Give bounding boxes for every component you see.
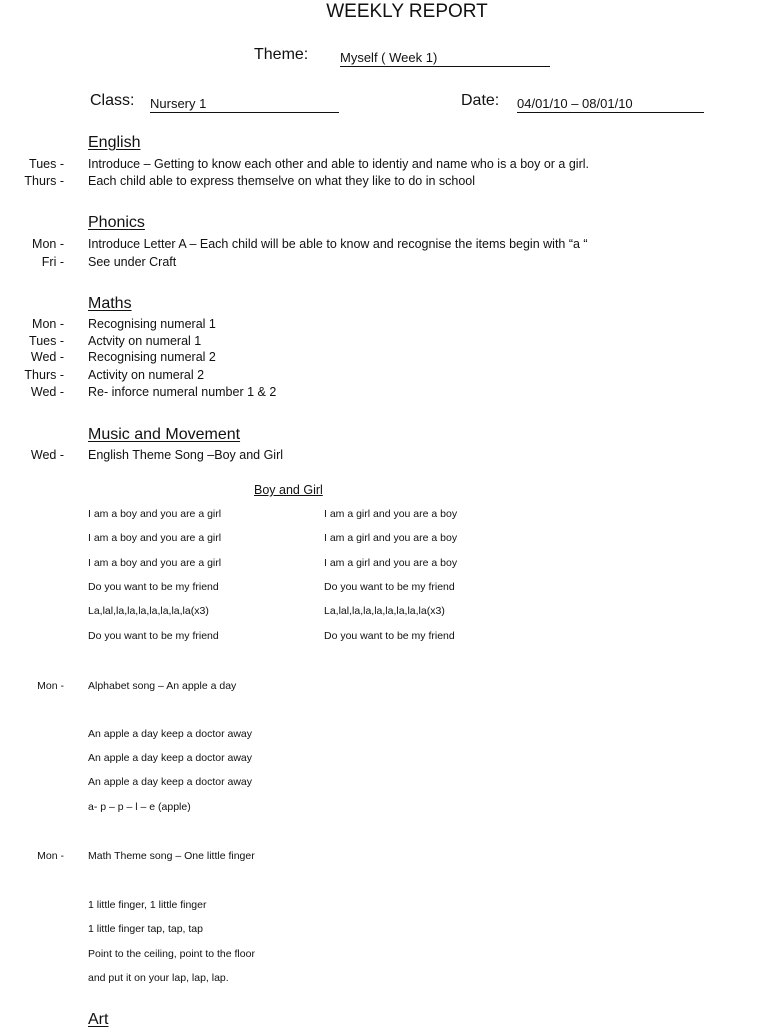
- song-line-right: I am a girl and you are a boy: [324, 508, 458, 520]
- song-title: Boy and Girl: [254, 483, 323, 497]
- maths-day: Tues -: [29, 334, 64, 348]
- theme-label: Theme:: [254, 46, 309, 63]
- alphabet-song-line: An apple a day keep a doctor away: [88, 752, 253, 764]
- date-label: Date:: [461, 92, 500, 109]
- music-entry: English Theme Song –Boy and Girl: [88, 448, 284, 462]
- section-heading-phonics: Phonics: [88, 214, 145, 231]
- song-line-left: La,lal,la,la,la,la,la,la,la(x3): [88, 605, 209, 617]
- song-line-right: I am a girl and you are a boy: [324, 532, 458, 544]
- math-song-title: Math Theme song – One little finger: [88, 850, 255, 862]
- math-song-line: and put it on your lap, lap, lap.: [88, 972, 229, 984]
- song-line-left: I am a boy and you are a girl: [88, 508, 222, 520]
- maths-entry: Recognising numeral 1: [88, 317, 216, 331]
- maths-day: Wed -: [30, 385, 64, 399]
- song-line-right: Do you want to be my friend: [324, 630, 455, 642]
- english-entry: Introduce – Getting to know each other and able to identiy and name who is a boy or a girl.: [88, 157, 590, 171]
- phonics-entry: Introduce Letter A – Each child will be able to know and recognise the items begin with “a “: [88, 237, 588, 251]
- song-line-right: La,lal,la,la,la,la,la,la,la(x3): [324, 605, 445, 617]
- maths-entry: Recognising numeral 2: [88, 350, 216, 364]
- math-song-line: 1 little finger tap, tap, tap: [88, 923, 203, 935]
- song-line-left: Do you want to be my friend: [88, 581, 219, 593]
- english-day: Tues -: [29, 157, 64, 171]
- phonics-entry: See under Craft: [88, 255, 177, 269]
- section-heading-music: Music and Movement: [88, 426, 241, 443]
- song-line-left: Do you want to be my friend: [88, 630, 219, 642]
- english-day: Thurs -: [24, 174, 64, 188]
- maths-entry: Activity on numeral 2: [88, 368, 205, 382]
- english-entry: Each child able to express themselve on what they like to do in school: [88, 174, 476, 188]
- alphabet-song-title: Alphabet song – An apple a day: [88, 680, 237, 692]
- maths-entry: Actvity on numeral 1: [88, 334, 202, 348]
- alphabet-song-line: An apple a day keep a doctor away: [88, 776, 253, 788]
- class-field: Nursery 1: [150, 96, 339, 113]
- section-heading-maths: Maths: [88, 295, 132, 312]
- maths-day: Wed -: [30, 350, 64, 364]
- music-day: Wed -: [30, 448, 64, 462]
- maths-entry: Re- inforce numeral number 1 & 2: [88, 385, 277, 399]
- phonics-day: Fri -: [41, 255, 64, 269]
- math-song-line: Point to the ceiling, point to the floor: [88, 948, 255, 960]
- song-line-right: I am a girl and you are a boy: [324, 557, 458, 569]
- phonics-day: Mon -: [32, 237, 64, 251]
- section-heading-art: Art: [88, 1011, 109, 1028]
- alphabet-song-day: Mon -: [37, 680, 64, 692]
- page-title: WEEKLY REPORT: [326, 1, 488, 22]
- math-song-day: Mon -: [37, 850, 64, 862]
- date-field: 04/01/10 – 08/01/10: [517, 96, 704, 113]
- theme-field: Myself ( Week 1): [340, 50, 550, 67]
- song-line-left: I am a boy and you are a girl: [88, 557, 222, 569]
- math-song-line: 1 little finger, 1 little finger: [88, 899, 207, 911]
- alphabet-song-line: An apple a day keep a doctor away: [88, 728, 253, 740]
- maths-day: Mon -: [32, 317, 64, 331]
- song-line-left: I am a boy and you are a girl: [88, 532, 222, 544]
- alphabet-song-line: a- p – p – l – e (apple): [88, 801, 191, 813]
- class-label: Class:: [90, 92, 135, 109]
- section-heading-english: English: [88, 134, 141, 151]
- maths-day: Thurs -: [24, 368, 64, 382]
- song-line-right: Do you want to be my friend: [324, 581, 455, 593]
